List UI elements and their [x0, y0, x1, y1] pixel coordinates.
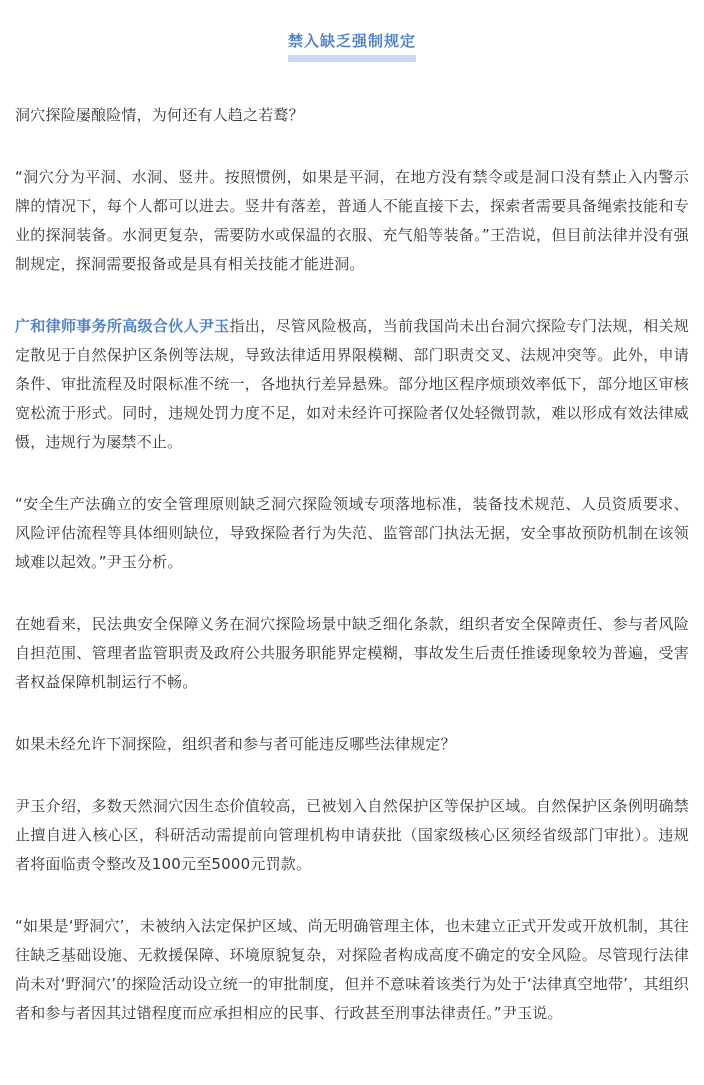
section-title: 禁入缺乏强制规定 — [287, 32, 416, 50]
paragraph-civil-code: 在她看来，民法典安全保障义务在洞穴探险场景中缺乏细化条款，组织者安全保障责任、参与者风险自担范围、管理者监管职责及政府公共服务职能界定模糊，事故发生后责任推诿现象较为普遍，受害者权益保障机制运行不畅。 — [15, 615, 689, 691]
paragraph-yin-analysis — [15, 312, 689, 457]
paragraph-yin-analysis-text: 指出，尽管风险极高，当前我国尚未出台洞穴探险专门法规，相关规定散见于自然保护区条例等法规，导致法律适用界限模糊、部门职责交叉、法规冲突等。此外，申请条件、审批流程及时限标准不统一，各地执行差异悬殊。部分地区程序烦琐效率低下，部分地区审核宽松流于形式。同时，违规处罚力度不足，如对未经许可探险者仅处轻微罚款，难以形成有效法律威慑，违规行为屡禁不止。 — [15, 317, 689, 451]
paragraph-wang-quote: “洞穴分为平洞、水洞、竖井。按照惯例，如果是平洞，在地方没有禁令或是洞口没有禁止入内警示牌的情况下，每个人都可以进去。竖井有落差，普通人不能直接下去，探索者需要具备绳索技能和专业的探洞装备。水洞更复杂，需要防水或保温的衣服、充气船等装备。”王浩说，但目前法律并没有强制规定，探洞需要报备或是具有相关技能才能进洞。 — [15, 168, 689, 273]
paragraph-safety-law: “安全生产法确立的安全管理原则缺乏洞穴探险领域专项落地标准，装备技术规范、人员资质要求、风险评估流程等具体细则缺位，导致探险者行为失范、监管部门执法无据，安全事故预防机制在该领域难以起效。”尹玉分析。 — [15, 495, 689, 571]
paragraph-reserve-rules: 尹玉介绍，多数天然洞穴因生态价值较高，已被划入自然保护区等保护区域。自然保护区条例明确禁止擅自进入核心区，科研活动需提前向管理机构申请获批（国家级核心区须经省级部门审批）。违规者将面临责令整改及100元至5000元罚款。 — [15, 797, 689, 873]
section-header — [0, 30, 704, 62]
paragraph-question-1: 洞穴探险屡酿险情，为何还有人趋之若鹜？ — [15, 106, 304, 124]
paragraph-wild-cave: “如果是‘野洞穴’，未被纳入法定保护区域、尚无明确管理主体，也未建立正式开发或开放机制，其往往缺乏基础设施、无救援保障、环境原貌复杂，对探险者构成高度不确定的安全风险。尽管现行法律尚未对‘野洞穴’的探险活动设立统一的审批制度，但并不意味着该类行为处于‘法律真空地带’，其组织者和参与者因其过错程度而应承担相应的民事、行政甚至刑事法律责任。”尹玉说。 — [15, 917, 689, 1022]
title-underline-bar — [288, 55, 416, 62]
article-body — [15, 101, 689, 1028]
lawyer-name-highlight: 广和律师事务所高级合伙人尹玉 — [15, 317, 230, 335]
paragraph-question-2: 如果未经允许下洞探险，组织者和参与者可能违反哪些法律规定？ — [15, 735, 456, 753]
